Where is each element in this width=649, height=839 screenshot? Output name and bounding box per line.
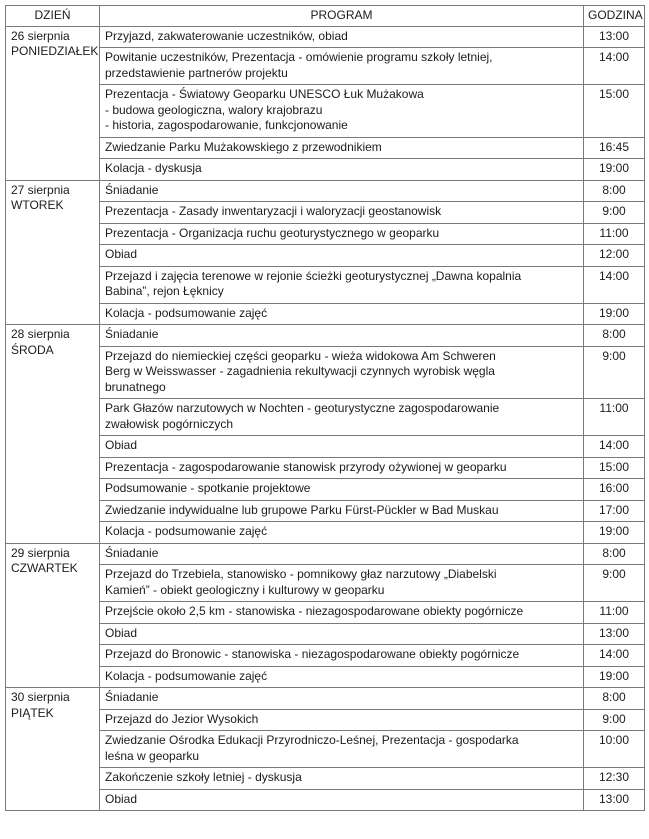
program-cell — [100, 137, 584, 159]
time-cell: 8:00 — [584, 688, 645, 710]
table-row — [6, 543, 645, 565]
program-cell — [100, 602, 584, 624]
time-cell: 19:00 — [584, 522, 645, 544]
table-row — [6, 223, 645, 245]
program-cell — [100, 688, 584, 710]
program-cell — [100, 731, 584, 768]
time-cell: 9:00 — [584, 709, 645, 731]
time-cell: 8:00 — [584, 543, 645, 565]
program-text-line: Berg w Weisswasser - zagadnienia rekultywacji czynnych wyrobisk węgla — [105, 364, 495, 378]
day-cell — [6, 180, 100, 325]
program-cell — [100, 522, 584, 544]
program-text-line: Kolacja - podsumowanie zajęć — [105, 524, 268, 538]
program-text-line: Zwiedzanie Parku Mużakowskiego z przewodnikiem — [105, 139, 382, 154]
program-text-line: brunatnego — [105, 379, 166, 394]
program-text-line: Obiad — [105, 247, 138, 261]
time-cell: 13:00 — [584, 26, 645, 48]
header-time: GODZINA — [584, 6, 645, 27]
program-text-line: Przejazd i zajęcia terenowe w rejonie ścieżki geoturystycznej „Dawna kopalnia — [105, 268, 522, 283]
table-row — [6, 85, 645, 138]
program-text-line: Kolacja - dyskusja — [105, 161, 202, 175]
table-row — [6, 137, 645, 159]
time-cell: 9:00 — [584, 202, 645, 224]
time-cell: 9:00 — [584, 346, 645, 399]
table-row — [6, 266, 645, 303]
program-cell — [100, 159, 584, 181]
table-row — [6, 479, 645, 501]
day-date: 30 sierpnia — [11, 690, 70, 704]
day-date: 27 sierpnia — [11, 182, 70, 197]
program-cell — [100, 623, 584, 645]
program-text-line: Obiad — [105, 438, 138, 452]
schedule-body — [6, 26, 645, 811]
table-row — [6, 666, 645, 688]
time-cell: 14:00 — [584, 436, 645, 458]
table-row — [6, 645, 645, 667]
table-row — [6, 436, 645, 458]
time-cell: 14:00 — [584, 645, 645, 667]
time-cell: 10:00 — [584, 731, 645, 768]
day-cell — [6, 543, 100, 688]
day-weekday: WTOREK — [11, 198, 64, 212]
table-row — [6, 399, 645, 436]
program-cell — [100, 565, 584, 602]
time-cell: 16:45 — [584, 137, 645, 159]
program-text-line: Zakończenie szkoły letniej - dyskusja — [105, 770, 302, 784]
program-cell — [100, 709, 584, 731]
program-text-line: Park Głazów narzutowych w Nochten - geoturystyczne zagospodarowanie — [105, 401, 500, 415]
time-cell: 19:00 — [584, 303, 645, 325]
program-cell — [100, 500, 584, 522]
table-row — [6, 565, 645, 602]
program-cell — [100, 346, 584, 399]
program-text-line: Przejazd do Bronowic - stanowiska - niezagospodarowane obiekty pogórnicze — [105, 647, 520, 661]
program-cell — [100, 457, 584, 479]
program-cell — [100, 26, 584, 48]
table-row — [6, 303, 645, 325]
program-text-line: Przejście około 2,5 km - stanowiska - niezagospodarowane obiekty pogórnicze — [105, 604, 524, 618]
time-cell: 19:00 — [584, 159, 645, 181]
table-row — [6, 48, 645, 85]
program-cell — [100, 303, 584, 325]
table-row — [6, 26, 645, 48]
program-cell — [100, 479, 584, 501]
program-text-line: przedstawienie partnerów projektu — [105, 65, 288, 80]
program-text-line: Obiad — [105, 625, 138, 640]
program-text-line: Przejazd do niemieckiej części geoparku - wieża widokowa Am Schweren — [105, 348, 496, 363]
program-cell — [100, 85, 584, 138]
header-program: PROGRAM — [100, 6, 584, 27]
header-day: DZIEŃ — [6, 6, 100, 27]
time-cell: 12:00 — [584, 245, 645, 267]
day-date: 29 sierpnia — [11, 545, 70, 560]
day-weekday: PONIEDZIAŁEK — [11, 44, 99, 58]
table-row — [6, 325, 645, 347]
time-cell: 17:00 — [584, 500, 645, 522]
time-cell: 12:30 — [584, 768, 645, 790]
time-cell: 16:00 — [584, 479, 645, 501]
time-cell: 9:00 — [584, 565, 645, 602]
table-row — [6, 602, 645, 624]
day-cell — [6, 325, 100, 544]
day-date: 28 sierpnia — [11, 327, 70, 341]
program-cell — [100, 48, 584, 85]
program-text-line: Zwiedzanie Ośrodka Edukacji Przyrodniczo-Leśnej, Prezentacja - gospodarka — [105, 733, 519, 747]
time-cell: 11:00 — [584, 223, 645, 245]
table-row — [6, 346, 645, 399]
table-row — [6, 623, 645, 645]
table-row — [6, 159, 645, 181]
time-cell: 19:00 — [584, 666, 645, 688]
program-text-line: Prezentacja - Światowy Geoparku UNESCO Łuk Mużakowa — [105, 87, 424, 101]
program-text-line: Śniadanie — [105, 690, 159, 704]
time-cell: 8:00 — [584, 180, 645, 202]
program-cell — [100, 436, 584, 458]
day-weekday: PIĄTEK — [11, 705, 54, 720]
table-row — [6, 789, 645, 811]
table-row — [6, 245, 645, 267]
table-row — [6, 768, 645, 790]
time-cell: 13:00 — [584, 623, 645, 645]
program-cell — [100, 768, 584, 790]
table-row — [6, 709, 645, 731]
program-text-line: Prezentacja - zagospodarowanie stanowisk przyrody ożywionej w geoparku — [105, 459, 507, 474]
day-cell — [6, 26, 100, 180]
program-text-line: Prezentacja - Zasady inwentaryzacji i waloryzacji geostanowisk — [105, 204, 442, 218]
table-row — [6, 202, 645, 224]
program-text-line: Zwiedzanie indywidualne lub grupowe Parku Fürst-Pückler w Bad Muskau — [105, 502, 499, 517]
program-cell — [100, 399, 584, 436]
program-cell — [100, 266, 584, 303]
program-cell — [100, 245, 584, 267]
table-row — [6, 688, 645, 710]
program-text-line: - historia, zagospodarowanie, funkcjonowanie — [105, 118, 348, 132]
program-cell — [100, 645, 584, 667]
program-text-line: Obiad — [105, 791, 138, 806]
table-row — [6, 731, 645, 768]
table-row — [6, 180, 645, 202]
program-cell — [100, 666, 584, 688]
table-row — [6, 522, 645, 544]
time-cell: 11:00 — [584, 602, 645, 624]
time-cell: 11:00 — [584, 399, 645, 436]
program-text-line: Przyjazd, zakwaterowanie uczestników, obiad — [105, 28, 348, 43]
program-text-line: Śniadanie — [105, 182, 159, 197]
program-text-line: Przejazd do Jezior Wysokich — [105, 711, 259, 726]
time-cell: 13:00 — [584, 789, 645, 811]
time-cell: 8:00 — [584, 325, 645, 347]
day-weekday: ŚRODA — [11, 342, 54, 357]
schedule-table — [5, 5, 645, 811]
program-text-line: Śniadanie — [105, 327, 159, 341]
program-cell — [100, 180, 584, 202]
program-text-line: Kamień” - obiekt geologiczny i kulturowy w geoparku — [105, 582, 385, 597]
program-text-line: Śniadanie — [105, 545, 159, 560]
program-cell — [100, 789, 584, 811]
program-text-line: leśna w geoparku — [105, 748, 200, 763]
program-cell — [100, 202, 584, 224]
program-text-line: zwałowisk pogórniczych — [105, 416, 234, 431]
day-date: 26 sierpnia — [11, 28, 70, 43]
program-text-line: Powitanie uczestników, Prezentacja - omówienie programu szkoły letniej, — [105, 50, 493, 64]
table-row — [6, 457, 645, 479]
header-row — [6, 6, 645, 27]
program-text-line: Prezentacja - Organizacja ruchu geoturystycznego w geoparku — [105, 225, 440, 240]
program-text-line: Kolacja - podsumowanie zajęć — [105, 305, 268, 320]
program-cell — [100, 325, 584, 347]
time-cell: 15:00 — [584, 85, 645, 138]
day-weekday: CZWARTEK — [11, 561, 78, 575]
time-cell: 14:00 — [584, 48, 645, 85]
program-text-line: Kolacja - podsumowanie zajęć — [105, 668, 268, 683]
program-text-line: Babina”, rejon Łęknicy — [105, 284, 224, 298]
program-text-line: Podsumowanie - spotkanie projektowe — [105, 481, 311, 495]
day-cell — [6, 688, 100, 811]
program-cell — [100, 223, 584, 245]
time-cell: 15:00 — [584, 457, 645, 479]
time-cell: 14:00 — [584, 266, 645, 303]
program-cell — [100, 543, 584, 565]
table-row — [6, 500, 645, 522]
program-text-line: - budowa geologiczna, walory krajobrazu — [105, 102, 323, 117]
program-text-line: Przejazd do Trzebiela, stanowisko - pomnikowy głaz narzutowy „Diabelski — [105, 567, 497, 581]
